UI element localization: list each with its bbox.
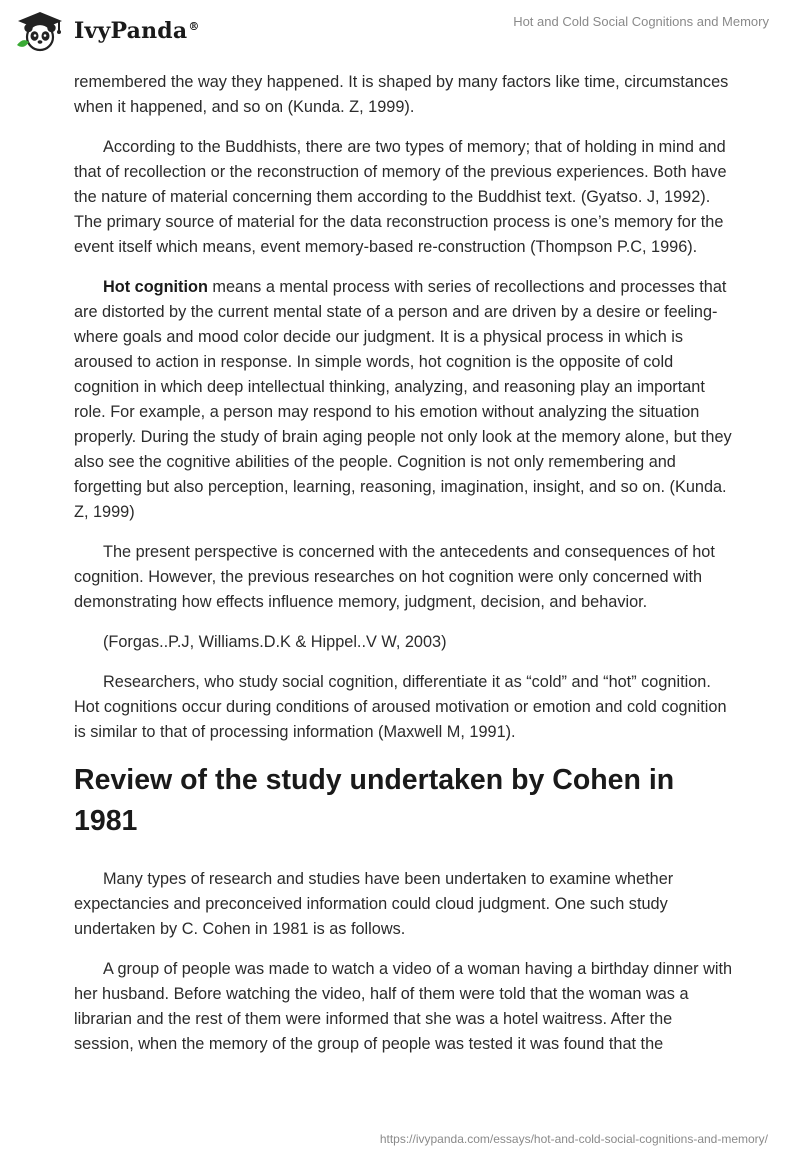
brand-name: IvyPanda® — [74, 18, 200, 44]
panda-graduate-icon — [14, 9, 66, 53]
brand-logo[interactable] — [14, 8, 200, 54]
paragraph-4: The present perspective is concerned with the antecedents and consequences of hot cognition. However, the previous researches on hot cognition were only concerned with demonstrating how effects influence memory, judgment, decision, and behavior. — [74, 543, 715, 611]
page-header — [0, 0, 800, 62]
hot-cognition-term: Hot cognition — [103, 278, 208, 296]
paragraph-1: remembered the way they happened. It is shaped by many factors like time, circumstances when it happened, and so on (Kunda. Z, 1999). — [74, 73, 729, 116]
source-url[interactable]: https://ivypanda.com/essays/hot-and-cold-social-cognitions-and-memory/ — [379, 1132, 768, 1146]
paragraph-3 — [74, 275, 734, 525]
citation-line: (Forgas..P.J, Williams.D.K & Hippel..V W, 2003) — [103, 633, 447, 651]
paragraph-6: Researchers, who study social cognition, differentiate it as “cold” and “hot” cognition. Hot cognitions occur during conditions of aroused motivation or emotion and cold cognition is similar to that of processing information (Maxwell M, 1991). — [74, 673, 727, 741]
document-title: Hot and Cold Social Cognitions and Memory — [513, 14, 769, 29]
paragraph-3-text: means a mental process with series of recollections and processes that are distorted by the current mental state of a person and are driven by a desire or feeling- where goals and mood color decide our judgment. It is a physical process in which is aroused to action in response. In simple words, hot cognition is the opposite of cold cognition in which deep intellectual thinking, analyzing, and reasoning play an important role. For example, a person may respond to his emotion without analyzing the situation properly. During the study of brain aging people not only look at the memory alone, but they also see the cognitive abilities of the people. Cognition is not only remembering and forgetting but also perception, learning, reasoning, imagination, insight, and so on. (Kunda. Z, 1999) — [74, 278, 732, 521]
paragraph-7: Many types of research and studies have been undertaken to examine whether expectancies and preconceived information could cloud judgment. One such study undertaken by C. Cohen in 1981 is as follows. — [74, 870, 674, 938]
section-heading: Review of the study undertaken by Cohen in 1981 — [74, 764, 675, 837]
paragraph-8: A group of people was made to watch a video of a woman having a birthday dinner with her husband. Before watching the video, half of them were told that the woman was a librarian and the rest of them were informed that she was a hotel waitress. After the session, when the memory of the group of people was tested it was found that the — [74, 960, 733, 1053]
essay-body — [74, 70, 734, 1072]
paragraph-2: According to the Buddhists, there are two types of memory; that of holding in mind and that of recollection or the reconstruction of memory of the previous experiences. Both have the nature of material concerning them according to the Buddhist text. (Gyatso. J, 1992). The primary source of material for the data reconstruction process is one’s memory for the event itself which means, event memory-based re-construction (Thompson P.C, 1996). — [74, 138, 727, 256]
registered-mark: ® — [188, 19, 200, 33]
